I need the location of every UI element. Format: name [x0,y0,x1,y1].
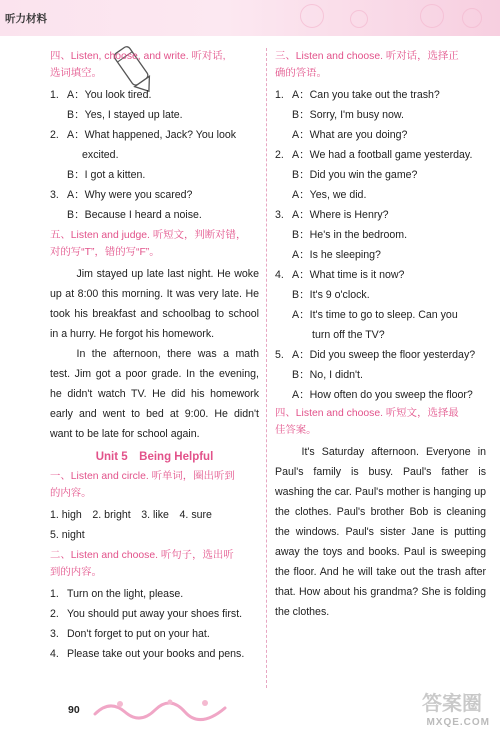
dialog-item [275,345,486,405]
dialog-line: A：How often do you sweep the floor? [292,389,473,401]
right-column [275,48,486,622]
dialog-line: A：What are you doing? [292,129,408,141]
item-number: 4. [275,269,284,281]
item-text: Please take out your books and pens. [67,648,245,660]
dialog-line: A：Did you sweep the floor yesterday? [292,349,476,361]
section-title [50,48,259,82]
page-header [0,0,500,36]
item-number: 5. [275,349,284,361]
list-item [50,624,259,644]
item-number: 1. [50,89,59,101]
section-title [50,227,259,261]
dialog-item [50,185,259,225]
section-title-line: 的内容。 [50,488,92,499]
dialog-line: A：Can you take out the trash? [292,89,440,101]
dialog-line: A：We had a football game yesterday. [292,149,473,161]
ribbon-decoration-icon [90,694,230,724]
section-title [275,405,486,439]
item-number: 1. [50,588,59,600]
section-title-line: 三、Listen and choose. 听对话，选择正 [275,51,459,62]
decor-circle [300,4,324,28]
dialog-line: B：I got a kitten. [67,169,146,181]
dialog-item [50,125,259,185]
column-divider [266,48,267,688]
section-title-line: 四、Listen and choose. 听短文，选择最 [275,408,459,419]
section-title-line: 对的写“T”，错的写“F”。 [50,247,160,258]
section-title [50,468,259,502]
section-title-line: 五、Listen and judge. 听短文，判断对错， [50,230,247,241]
dialog-line: B：No, I didn't. [292,369,363,381]
dialog-line: A：It's time to go to sleep. Can you [292,309,458,321]
section-title-line: 二、Listen and choose. 听句子，选出听 [50,550,234,561]
item-number: 2. [275,149,284,161]
passage-paragraph: Jim stayed up late last night. He woke up at 8:00 this morning. It was very late. He took his breakfast and schoolbag to school in a hurry. He forgot his homework. [50,268,259,340]
section-title-line: 佳答案。 [275,425,317,436]
decor-circle [420,4,444,28]
list-item [50,604,259,624]
dialog-line: A：You look tired. [67,89,152,101]
list-item [50,584,259,604]
word-options: 5. night [50,529,85,541]
dialog-item [275,85,486,145]
dialog-line: excited. [82,149,119,161]
item-number: 1. [275,89,284,101]
section-title-line: 确的答语。 [275,68,327,79]
item-text: Turn on the light, please. [67,588,184,600]
dialog-line: A：Is he sleeping? [292,249,381,261]
item-number: 4. [50,648,59,660]
dialog-line: B：Because I heard a noise. [67,209,202,221]
item-number: 2. [50,608,59,620]
dialog-line: B：Yes, I stayed up late. [67,109,183,121]
dialog-line: B：It's 9 o'clock. [292,289,370,301]
item-text: Don't forget to put on your hat. [67,628,210,640]
dialog-line: A：What happened, Jack? You look [67,129,237,141]
watermark-logo: 答案圈 [422,693,482,715]
unit-title: Unit 5 Being Helpful [95,451,214,463]
dialog-line: A：Where is Henry? [292,209,389,221]
header-title: 听力材料 [5,13,47,25]
left-column [50,48,259,664]
item-number: 3. [275,209,284,221]
section-title-line: 一、Listen and circle. 听单词，圈出听到 [50,471,235,482]
section-title-line: 四、Listen, choose, and write. 听对话, [50,51,226,62]
dialog-line: turn off the TV? [312,329,385,341]
item-number: 3. [50,628,59,640]
passage-paragraph: It's Saturday afternoon. Everyone in Paul's family is busy. Paul's father is washing the car. Paul's mother is hanging up the clothes. Paul's brother Bob is cleaning the windows. Paul's sister Jane is putting away the toys and books. Paul is sweeping the floor. And he will take out the trash after that. How about his grandma? She is folding the clothes. [275,446,486,618]
passage-paragraph: In the afternoon, there was a math test. Jim got a poor grade. In the evening, he didn't watch TV. He did his homework early and went to bed at 9:00. He didn't want to be late for school again. [50,348,259,440]
dialog-item [275,205,486,265]
item-number: 2. [50,129,59,141]
dialog-line: B：Did you win the game? [292,169,418,181]
decor-circle [462,8,482,28]
section-title [50,547,259,581]
dialog-line: A：What time is it now? [292,269,405,281]
list-item [50,644,259,664]
watermark-text: MXQE.COM [426,717,490,728]
section-title-line: 选词填空。 [50,68,102,79]
dialog-line: B：Sorry, I'm busy now. [292,109,404,121]
decor-circle [350,10,368,28]
section-title-line: 到的内容。 [50,567,102,578]
word-options: 1. high 2. bright 3. like 4. sure [50,509,212,521]
item-text: You should put away your shoes first. [67,608,243,620]
section-title [275,48,486,82]
dialog-line: B：He's in the bedroom. [292,229,408,241]
dialog-item [275,145,486,205]
dialog-item [275,265,486,345]
dialog-line: A：Why were you scared? [67,189,193,201]
dialog-item [50,85,259,125]
page-number: 90 [68,704,80,716]
item-number: 3. [50,189,59,201]
dialog-line: A：Yes, we did. [292,189,367,201]
